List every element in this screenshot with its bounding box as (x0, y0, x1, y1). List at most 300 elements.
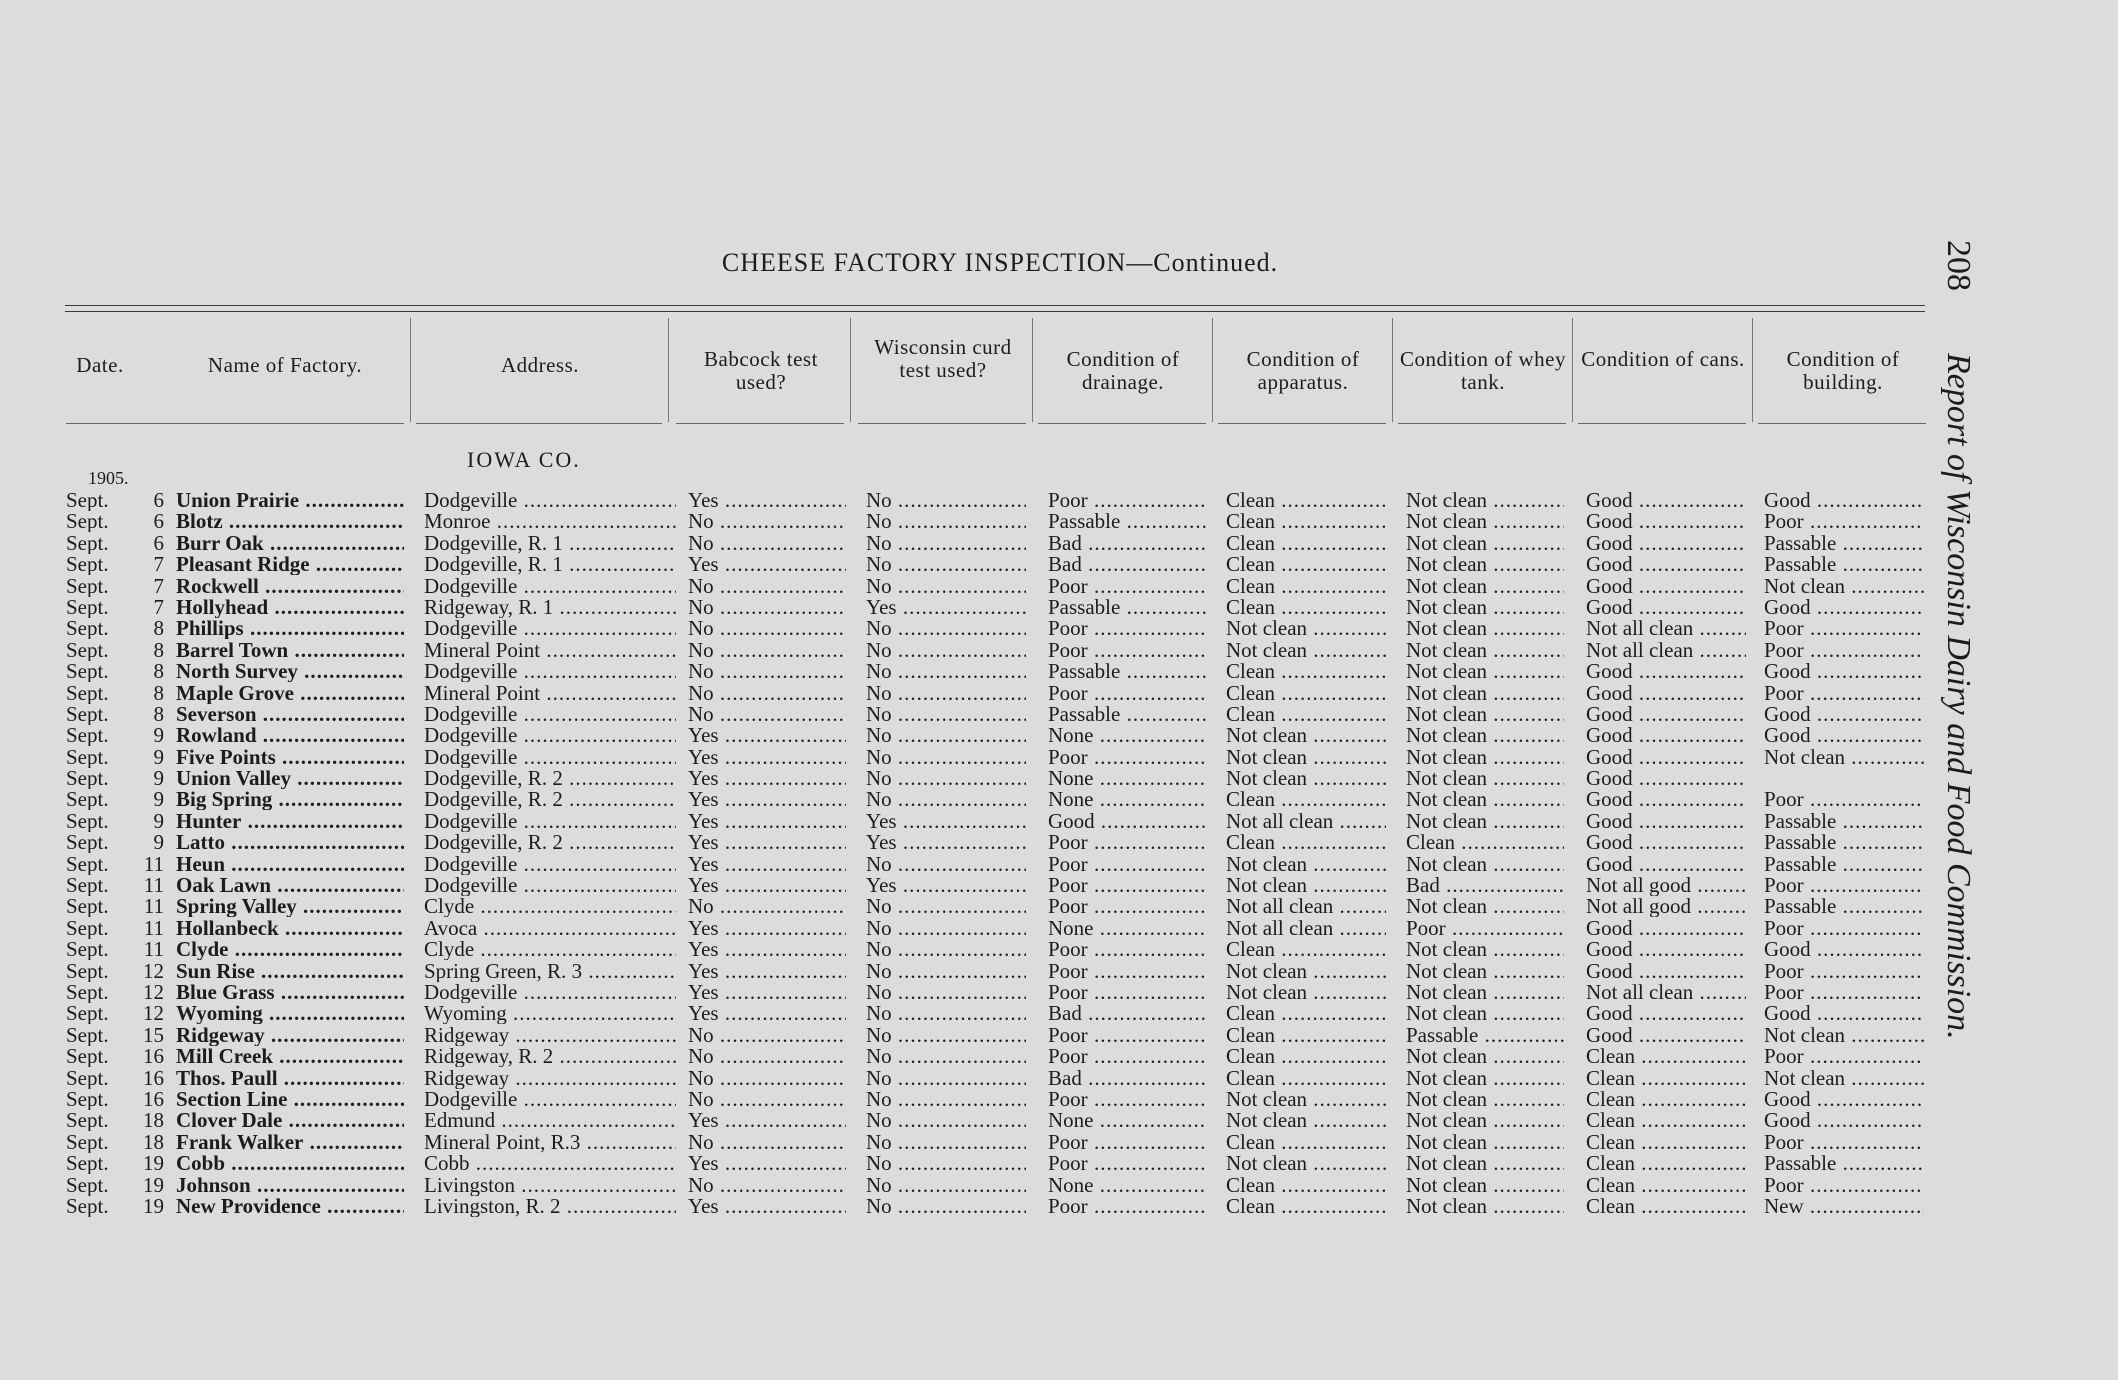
column-divider (410, 318, 411, 422)
cell-address: Dodgeville ..... (424, 725, 676, 746)
column-header-whey: Condition of whey tank. (1400, 347, 1566, 394)
cell-whey: Not clean ..... (1406, 982, 1564, 1003)
cell-name: Severson ..... (176, 704, 404, 725)
cell-building: Passable ..... (1764, 554, 1924, 575)
table-row (0, 511, 1940, 532)
cell-whey: Not clean ..... (1406, 1196, 1564, 1217)
cell-drainage: Good ..... (1048, 811, 1206, 832)
cell-building: Good ..... (1764, 725, 1924, 746)
cell-whey: Poor ..... (1406, 918, 1564, 939)
column-divider (1752, 318, 1753, 422)
cell-drainage: Poor ..... (1048, 875, 1206, 896)
cell-building: Poor ..... (1764, 1132, 1924, 1153)
cell-address: Dodgeville ..... (424, 1089, 676, 1110)
cell-name: Hunter ..... (176, 811, 404, 832)
cell-drainage: None ..... (1048, 1175, 1206, 1196)
cell-drainage: Poor ..... (1048, 640, 1206, 661)
cell-building: Not clean ..... (1764, 1025, 1924, 1046)
cell-apparatus: Clean ..... (1226, 939, 1386, 960)
cell-address: Dodgeville ..... (424, 618, 676, 639)
cell-cans: Good ..... (1586, 661, 1746, 682)
cell-address: Dodgeville ..... (424, 747, 676, 768)
cell-building: Good ..... (1764, 661, 1924, 682)
cell-name: Barrel Town ..... (176, 640, 404, 661)
table-row (0, 939, 1940, 960)
cell-cans: Good ..... (1586, 1003, 1746, 1024)
cell-whey: Not clean ..... (1406, 1089, 1564, 1110)
cell-whey: Not clean ..... (1406, 683, 1564, 704)
cell-wisconsin: No ..... (866, 511, 1026, 532)
cell-day: 11 (143, 917, 164, 939)
cell-babcock: No ..... (688, 661, 846, 682)
cell-cans: Not all clean ..... (1586, 640, 1746, 661)
table-row (0, 961, 1940, 982)
cell-day: 19 (143, 1174, 164, 1196)
cell-babcock: Yes ..... (688, 982, 846, 1003)
header-underline (1218, 423, 1386, 424)
cell-babcock: Yes ..... (688, 939, 846, 960)
column-header-drainage: Condition of drainage. (1066, 347, 1180, 394)
cell-cans: Good ..... (1586, 704, 1746, 725)
cell-wisconsin: Yes ..... (866, 832, 1026, 853)
table-row (0, 597, 1940, 618)
running-header (1935, 240, 1977, 1140)
report-title: Report of Wisconsin Dairy and Food Commission. (1940, 353, 1977, 1040)
cell-drainage: Bad ..... (1048, 533, 1206, 554)
cell-wisconsin: No ..... (866, 768, 1026, 789)
cell-building: Poor ..... (1764, 1175, 1924, 1196)
cell-day: 11 (143, 939, 164, 961)
cell-day: 7 (153, 575, 164, 597)
cell-babcock: Yes ..... (688, 490, 846, 511)
cell-name: Blotz ..... (176, 511, 404, 532)
cell-building: Passable ..... (1764, 896, 1924, 917)
cell-whey: Not clean ..... (1406, 1046, 1564, 1067)
table-row (0, 747, 1940, 768)
cell-month: Sept. (66, 917, 109, 939)
county-heading: IOWA CO. (467, 447, 581, 472)
cell-day: 12 (143, 960, 164, 982)
cell-address: Ridgeway ..... (424, 1025, 676, 1046)
cell-name: Heun ..... (176, 854, 404, 875)
cell-apparatus: Not all clean ..... (1226, 918, 1386, 939)
cell-month: Sept. (66, 1046, 109, 1068)
table-row (0, 896, 1940, 917)
cell-month: Sept. (66, 981, 109, 1003)
cell-cans: Good ..... (1586, 854, 1746, 875)
cell-apparatus: Not clean ..... (1226, 725, 1386, 746)
cell-cans: Clean ..... (1586, 1196, 1746, 1217)
table-row (0, 1025, 1940, 1046)
cell-cans: Clean ..... (1586, 1132, 1746, 1153)
cell-babcock: No ..... (688, 618, 846, 639)
cell-drainage: Poor ..... (1048, 1196, 1206, 1217)
table-row (0, 661, 1940, 682)
cell-whey: Passable ..... (1406, 1025, 1564, 1046)
cell-drainage: Poor ..... (1048, 683, 1206, 704)
cell-apparatus: Clean ..... (1226, 1068, 1386, 1089)
cell-address: Monroe ..... (424, 511, 676, 532)
cell-address: Ridgeway, R. 2 ..... (424, 1046, 676, 1067)
cell-address: Dodgeville ..... (424, 661, 676, 682)
cell-name: North Survey ..... (176, 661, 404, 682)
cell-wisconsin: Yes ..... (866, 875, 1026, 896)
cell-building: Poor ..... (1764, 511, 1924, 532)
cell-name: Latto ..... (176, 832, 404, 853)
cell-name: Section Line ..... (176, 1089, 404, 1110)
cell-babcock: No ..... (688, 640, 846, 661)
cell-address: Dodgeville, R. 2 ..... (424, 789, 676, 810)
cell-month: Sept. (66, 618, 109, 640)
cell-cans: Good ..... (1586, 725, 1746, 746)
cell-cans: Good ..... (1586, 747, 1746, 768)
cell-apparatus: Not clean ..... (1226, 961, 1386, 982)
cell-cans: Clean ..... (1586, 1175, 1746, 1196)
column-divider (1392, 318, 1393, 422)
cell-month: Sept. (66, 875, 109, 897)
cell-day: 8 (153, 639, 164, 661)
column-header-babcock: Babcock test used? (704, 347, 818, 394)
cell-whey: Not clean ..... (1406, 747, 1564, 768)
cell-cans: Good ..... (1586, 768, 1746, 789)
cell-apparatus: Clean ..... (1226, 1046, 1386, 1067)
cell-drainage: Poor ..... (1048, 939, 1206, 960)
cell-building: Not clean ..... (1764, 576, 1924, 597)
cell-wisconsin: No ..... (866, 918, 1026, 939)
cell-address: Livingston ..... (424, 1175, 676, 1196)
cell-wisconsin: No ..... (866, 854, 1026, 875)
cell-day: 7 (153, 596, 164, 618)
cell-building: Poor ..... (1764, 875, 1924, 896)
cell-apparatus: Clean ..... (1226, 1132, 1386, 1153)
cell-babcock: No ..... (688, 533, 846, 554)
table-row (0, 918, 1940, 939)
cell-babcock: No ..... (688, 704, 846, 725)
cell-address: Clyde ..... (424, 896, 676, 917)
cell-month: Sept. (66, 1067, 109, 1089)
top-rule-thin (65, 311, 1925, 312)
cell-address: Avoca ..... (424, 918, 676, 939)
cell-address: Ridgeway, R. 1 ..... (424, 597, 676, 618)
cell-address: Dodgeville ..... (424, 811, 676, 832)
cell-day: 12 (143, 981, 164, 1003)
cell-drainage: Poor ..... (1048, 832, 1206, 853)
cell-month: Sept. (66, 768, 109, 790)
cell-address: Dodgeville, R. 2 ..... (424, 832, 676, 853)
cell-address: Edmund ..... (424, 1110, 676, 1131)
cell-day: 19 (143, 1195, 164, 1217)
cell-building: Poor ..... (1764, 982, 1924, 1003)
cell-building: Good ..... (1764, 1003, 1924, 1024)
cell-day: 9 (153, 810, 164, 832)
cell-whey: Not clean ..... (1406, 576, 1564, 597)
cell-name: Johnson ..... (176, 1175, 404, 1196)
cell-month: Sept. (66, 532, 109, 554)
column-header-address: Address. (500, 353, 580, 377)
cell-building: Passable ..... (1764, 854, 1924, 875)
table-row (0, 576, 1940, 597)
page-title: CHEESE FACTORY INSPECTION—Continued. (721, 248, 1279, 277)
cell-address: Dodgeville ..... (424, 854, 676, 875)
cell-month: Sept. (66, 490, 109, 511)
cell-name: Hollyhead ..... (176, 597, 404, 618)
cell-building: Passable ..... (1764, 1153, 1924, 1174)
header-underline (66, 423, 404, 424)
cell-day: 18 (143, 1110, 164, 1132)
cell-apparatus: Not clean ..... (1226, 1153, 1386, 1174)
cell-babcock: No ..... (688, 576, 846, 597)
cell-whey: Not clean ..... (1406, 961, 1564, 982)
cell-wisconsin: No ..... (866, 789, 1026, 810)
cell-day: 9 (153, 768, 164, 790)
column-divider (850, 318, 851, 422)
cell-name: New Providence ..... (176, 1196, 404, 1217)
cell-babcock: No ..... (688, 1175, 846, 1196)
cell-whey: Not clean ..... (1406, 1153, 1564, 1174)
cell-wisconsin: No ..... (866, 1110, 1026, 1131)
header-underline (416, 423, 662, 424)
cell-month: Sept. (66, 746, 109, 768)
cell-cans: Good ..... (1586, 939, 1746, 960)
cell-day: 9 (153, 832, 164, 854)
cell-apparatus: Not clean ..... (1226, 618, 1386, 639)
cell-wisconsin: No ..... (866, 896, 1026, 917)
cell-name: Phillips ..... (176, 618, 404, 639)
cell-whey: Not clean ..... (1406, 725, 1564, 746)
cell-whey: Bad ..... (1406, 875, 1564, 896)
cell-name: Blue Grass ..... (176, 982, 404, 1003)
table-row (0, 683, 1940, 704)
column-divider (1572, 318, 1573, 422)
cell-day: 8 (153, 703, 164, 725)
table-row (0, 1046, 1940, 1067)
cell-day: 18 (143, 1131, 164, 1153)
cell-day: 9 (153, 725, 164, 747)
cell-building: Poor ..... (1764, 961, 1924, 982)
cell-cans: Good ..... (1586, 683, 1746, 704)
cell-building: Good ..... (1764, 1110, 1924, 1131)
cell-day: 6 (153, 511, 164, 533)
column-header-name: Name of Factory. (207, 353, 363, 377)
cell-babcock: Yes ..... (688, 1153, 846, 1174)
table-row (0, 832, 1940, 853)
cell-name: Pleasant Ridge ..... (176, 554, 404, 575)
cell-drainage: None ..... (1048, 918, 1206, 939)
cell-whey: Not clean ..... (1406, 618, 1564, 639)
cell-apparatus: Not clean ..... (1226, 1089, 1386, 1110)
cell-name: Maple Grove ..... (176, 683, 404, 704)
cell-drainage: Bad ..... (1048, 1068, 1206, 1089)
cell-babcock: No ..... (688, 1089, 846, 1110)
cell-cans: Clean ..... (1586, 1068, 1746, 1089)
table-row (0, 982, 1940, 1003)
column-divider (1212, 318, 1213, 422)
column-divider (668, 318, 669, 422)
cell-name: Burr Oak ..... (176, 533, 404, 554)
cell-apparatus: Not clean ..... (1226, 1110, 1386, 1131)
cell-name: Rockwell ..... (176, 576, 404, 597)
cell-day: 16 (143, 1046, 164, 1068)
cell-building: Not clean ..... (1764, 747, 1924, 768)
cell-wisconsin: Yes ..... (866, 811, 1026, 832)
cell-wisconsin: No ..... (866, 747, 1026, 768)
table-row (0, 1089, 1940, 1110)
cell-babcock: Yes ..... (688, 1110, 846, 1131)
cell-cans: Clean ..... (1586, 1089, 1746, 1110)
cell-month: Sept. (66, 511, 109, 533)
cell-month: Sept. (66, 725, 109, 747)
cell-apparatus: Not all clean ..... (1226, 896, 1386, 917)
cell-apparatus: Clean ..... (1226, 832, 1386, 853)
cell-wisconsin: No ..... (866, 704, 1026, 725)
header-underline (1578, 423, 1746, 424)
cell-name: Oak Lawn ..... (176, 875, 404, 896)
cell-cans: Not all clean ..... (1586, 618, 1746, 639)
cell-wisconsin: No ..... (866, 961, 1026, 982)
cell-month: Sept. (66, 832, 109, 854)
cell-drainage: Poor ..... (1048, 982, 1206, 1003)
cell-building: Passable ..... (1764, 832, 1924, 853)
cell-whey: Not clean ..... (1406, 939, 1564, 960)
cell-day: 8 (153, 682, 164, 704)
cell-apparatus: Clean ..... (1226, 554, 1386, 575)
cell-address: Clyde ..... (424, 939, 676, 960)
cell-babcock: Yes ..... (688, 961, 846, 982)
cell-whey: Not clean ..... (1406, 1175, 1564, 1196)
table-row (0, 1110, 1940, 1131)
cell-building: Passable ..... (1764, 533, 1924, 554)
cell-building: Poor ..... (1764, 618, 1924, 639)
cell-month: Sept. (66, 639, 109, 661)
cell-cans: Good ..... (1586, 811, 1746, 832)
cell-cans: Good ..... (1586, 1025, 1746, 1046)
cell-name: Five Points ..... (176, 747, 404, 768)
year-label: 1905. (88, 468, 129, 488)
cell-apparatus: Clean ..... (1226, 1025, 1386, 1046)
cell-name: Ridgeway ..... (176, 1025, 404, 1046)
cell-day: 7 (153, 554, 164, 576)
cell-cans: Good ..... (1586, 511, 1746, 532)
cell-drainage: Bad ..... (1048, 554, 1206, 575)
table-row (0, 533, 1940, 554)
cell-drainage: Poor ..... (1048, 1025, 1206, 1046)
cell-wisconsin: No ..... (866, 576, 1026, 597)
cell-drainage: None ..... (1048, 768, 1206, 789)
column-header-wisconsin: Wisconsin curd test used? (874, 335, 1012, 382)
cell-drainage: Poor ..... (1048, 854, 1206, 875)
cell-cans: Clean ..... (1586, 1110, 1746, 1131)
cell-whey: Not clean ..... (1406, 1110, 1564, 1131)
cell-day: 11 (143, 896, 164, 918)
cell-apparatus: Not clean ..... (1226, 982, 1386, 1003)
cell-whey: Not clean ..... (1406, 597, 1564, 618)
cell-address: Dodgeville, R. 1 ..... (424, 533, 676, 554)
cell-apparatus: Clean ..... (1226, 490, 1386, 511)
column-header-apparatus: Condition of apparatus. (1246, 347, 1360, 394)
table-row (0, 1132, 1940, 1153)
cell-address: Dodgeville ..... (424, 490, 676, 511)
table-row (0, 768, 1940, 789)
cell-whey: Not clean ..... (1406, 511, 1564, 532)
cell-address: Mineral Point ..... (424, 683, 676, 704)
table-row (0, 1175, 1940, 1196)
cell-whey: Not clean ..... (1406, 1068, 1564, 1089)
cell-babcock: Yes ..... (688, 918, 846, 939)
cell-building: Poor ..... (1764, 683, 1924, 704)
cell-cans: Good ..... (1586, 918, 1746, 939)
cell-drainage: Passable ..... (1048, 661, 1206, 682)
cell-cans: Not all good ..... (1586, 896, 1746, 917)
cell-wisconsin: No ..... (866, 1068, 1026, 1089)
cell-building: Not clean ..... (1764, 1068, 1924, 1089)
cell-day: 8 (153, 618, 164, 640)
cell-cans: Good ..... (1586, 533, 1746, 554)
cell-address: Wyoming ..... (424, 1003, 676, 1024)
cell-babcock: Yes ..... (688, 789, 846, 810)
cell-address: Dodgeville, R. 2 ..... (424, 768, 676, 789)
cell-month: Sept. (66, 1131, 109, 1153)
cell-apparatus: Clean ..... (1226, 704, 1386, 725)
cell-building: Good ..... (1764, 939, 1924, 960)
cell-name: Union Valley ..... (176, 768, 404, 789)
cell-drainage: Poor ..... (1048, 747, 1206, 768)
cell-day: 11 (143, 875, 164, 897)
top-rule (65, 305, 1925, 306)
cell-day: 6 (153, 532, 164, 554)
cell-name: Thos. Paull ..... (176, 1068, 404, 1089)
cell-wisconsin: Yes ..... (866, 597, 1026, 618)
cell-wisconsin: No ..... (866, 1046, 1026, 1067)
cell-day: 8 (153, 661, 164, 683)
column-header-date: Date. (76, 353, 124, 377)
cell-babcock: No ..... (688, 683, 846, 704)
cell-drainage: Passable ..... (1048, 511, 1206, 532)
cell-apparatus: Clean ..... (1226, 597, 1386, 618)
cell-wisconsin: No ..... (866, 1132, 1026, 1153)
cell-building: New ..... (1764, 1196, 1924, 1217)
cell-drainage: Poor ..... (1048, 1132, 1206, 1153)
cell-apparatus: Clean ..... (1226, 789, 1386, 810)
header-underline (1038, 423, 1206, 424)
table-row (0, 1068, 1940, 1089)
cell-babcock: Yes ..... (688, 1196, 846, 1217)
cell-cans: Not all good ..... (1586, 875, 1746, 896)
cell-drainage: Poor ..... (1048, 896, 1206, 917)
cell-cans: Good ..... (1586, 490, 1746, 511)
cell-month: Sept. (66, 853, 109, 875)
table-row (0, 789, 1940, 810)
cell-whey: Not clean ..... (1406, 554, 1564, 575)
cell-name: Sun Rise ..... (176, 961, 404, 982)
cell-babcock: Yes ..... (688, 1003, 846, 1024)
cell-drainage: Poor ..... (1048, 1046, 1206, 1067)
cell-cans: Good ..... (1586, 832, 1746, 853)
table-row (0, 490, 1940, 511)
column-header-building: Condition of building. (1786, 347, 1900, 394)
cell-apparatus: Not clean ..... (1226, 875, 1386, 896)
cell-month: Sept. (66, 810, 109, 832)
cell-name: Hollanbeck ..... (176, 918, 404, 939)
cell-day: 6 (153, 490, 164, 511)
cell-babcock: No ..... (688, 1046, 846, 1067)
page-number: 208 (1940, 240, 1977, 291)
cell-babcock: Yes ..... (688, 811, 846, 832)
cell-wisconsin: No ..... (866, 661, 1026, 682)
cell-apparatus: Not all clean ..... (1226, 811, 1386, 832)
cell-drainage: None ..... (1048, 1110, 1206, 1131)
cell-wisconsin: No ..... (866, 1196, 1026, 1217)
cell-drainage: None ..... (1048, 789, 1206, 810)
